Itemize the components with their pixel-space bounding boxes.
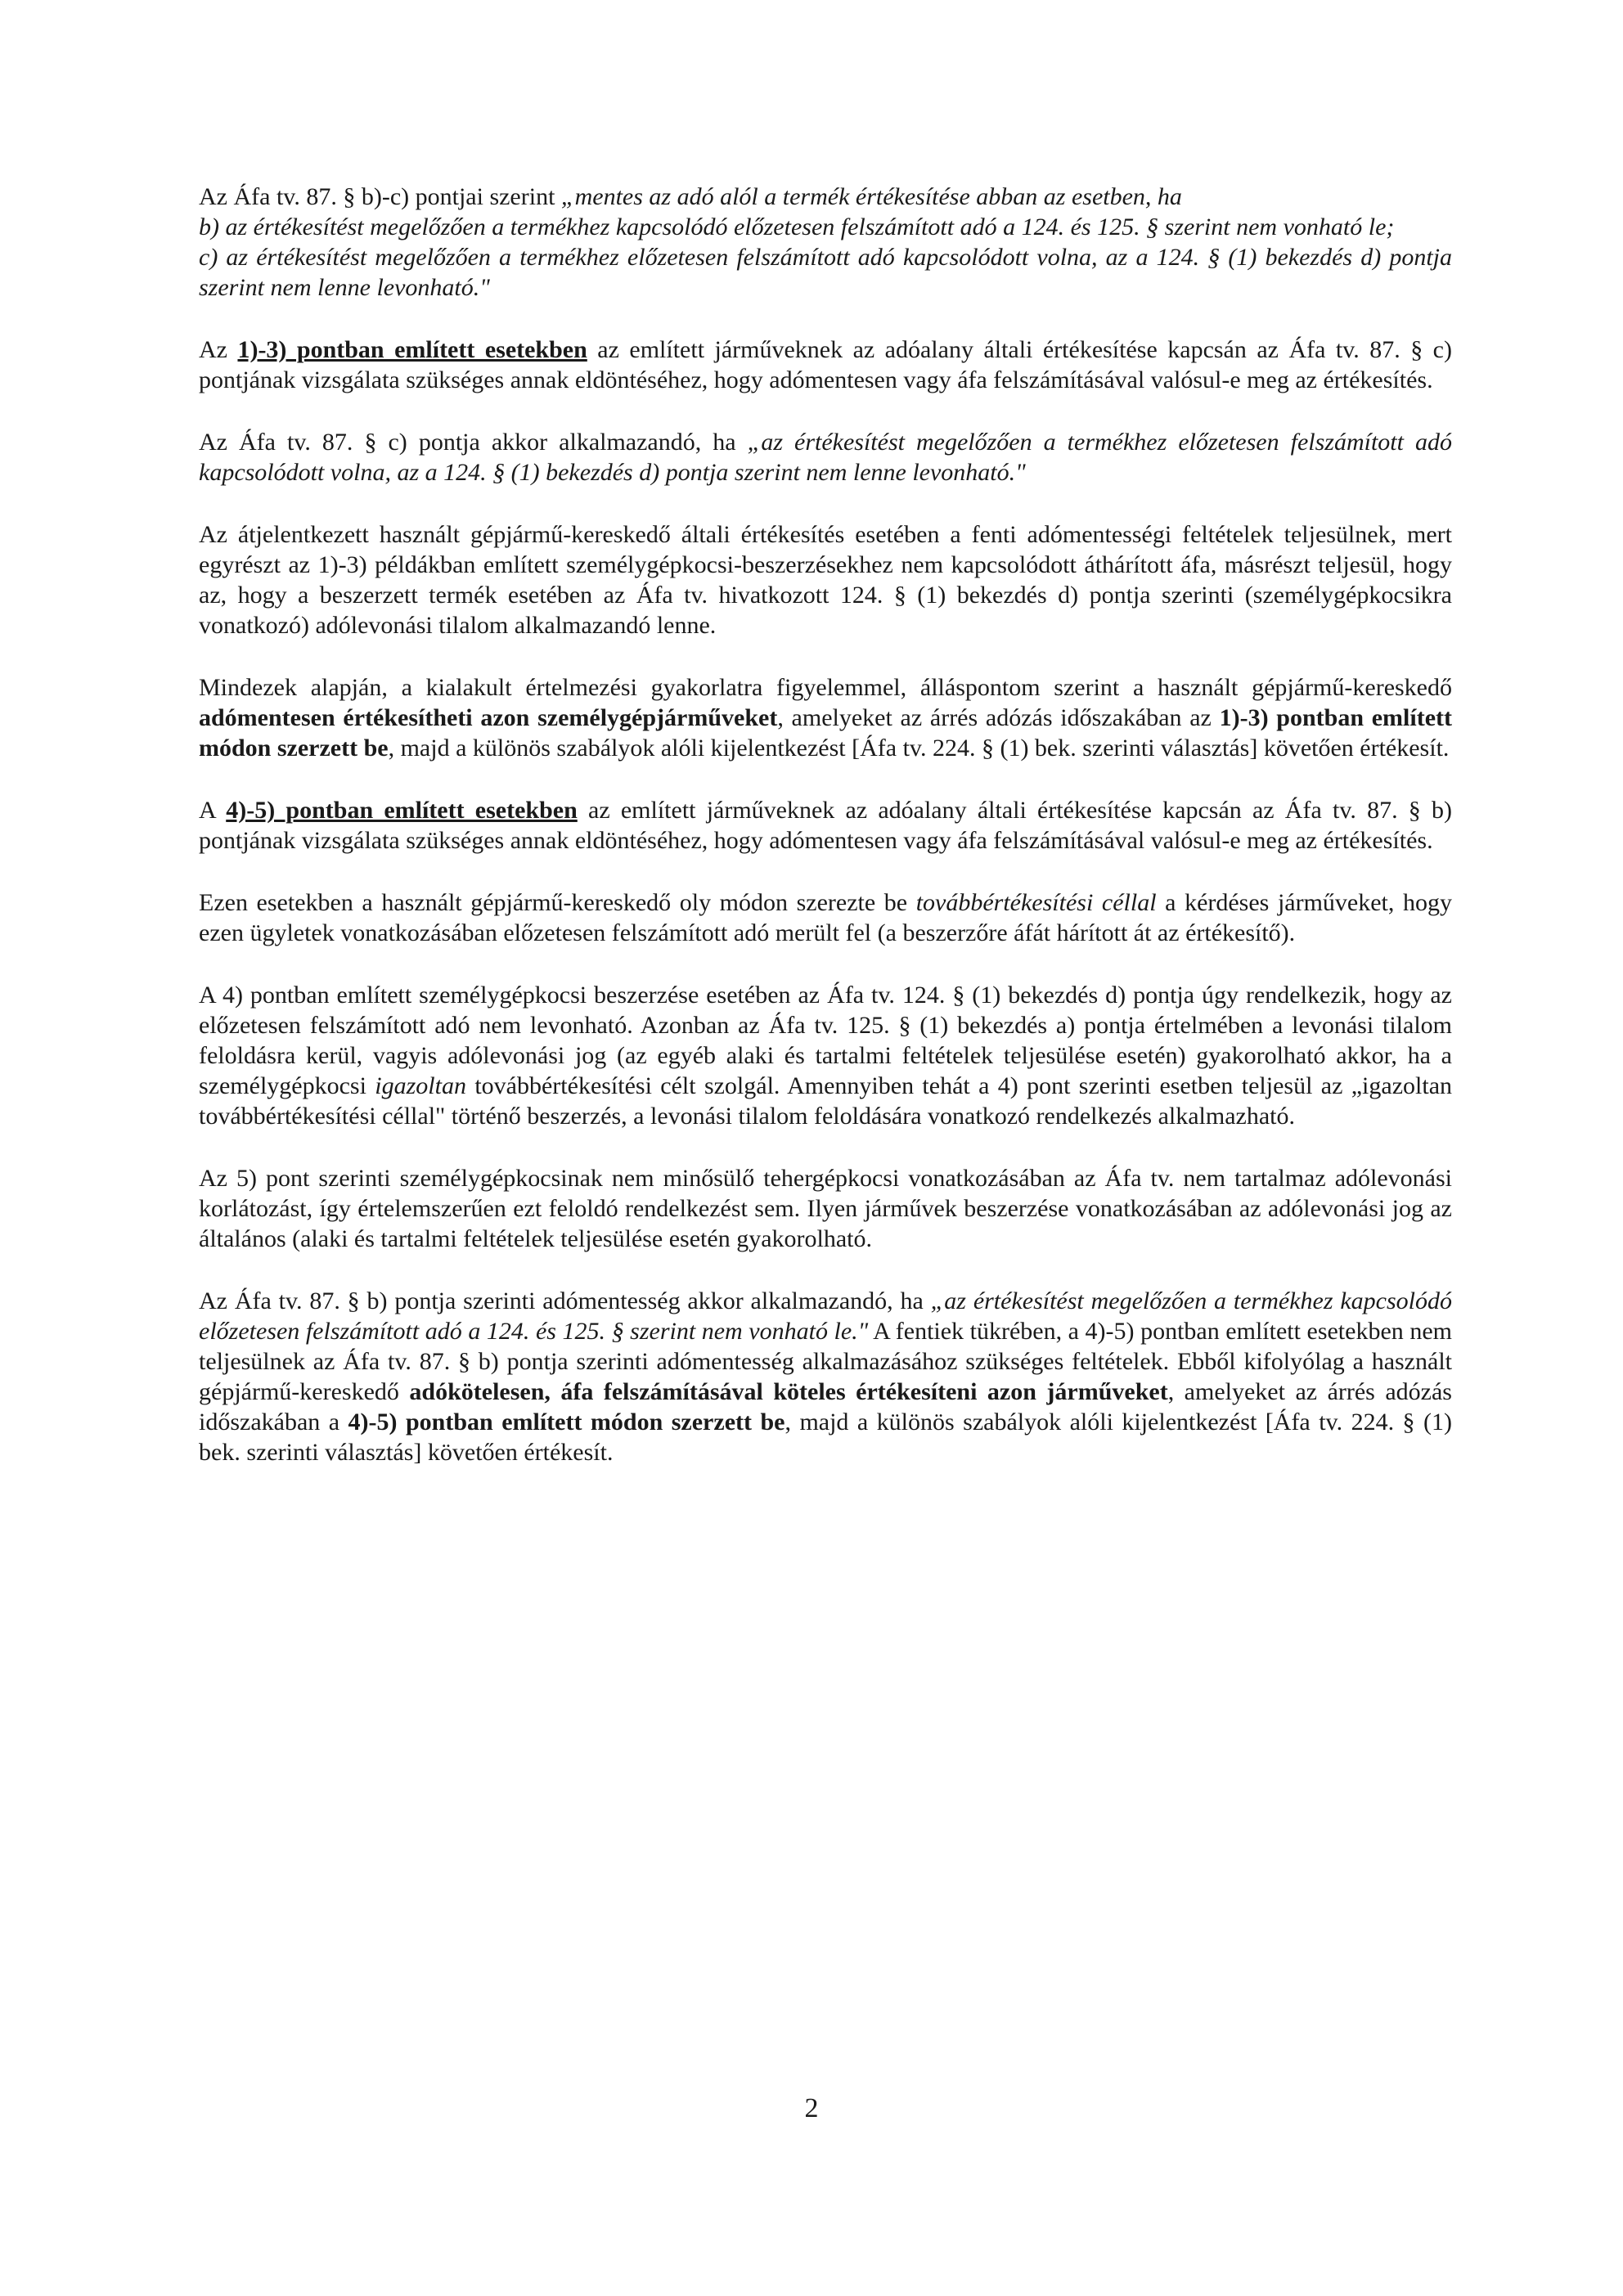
text-run: Az Áfa tv. 87. § c) pontja akkor alkalmazandó, ha — [199, 429, 748, 456]
italic-quote: c) az értékesítést megelőzően a termékhez előzetesen felszámított adó kapcsolódott volna, az a 124. § (1) bekezdés d) pontja szerint nem lenne levonható." — [199, 244, 1452, 301]
italic-quote: „az értékesítést megelőzően a termékhez előzetesen felszámított adó kapcsolódott volna, az a 124. § (1) bekezdés d) pontja szerint nem lenne levonható." — [199, 429, 1453, 486]
text-run: az említett járműveknek az adóalany általi értékesítése kapcsán az Áfa tv. 87. § b) pontjának vizsgálata szükséges annak eldöntéséhez, hogy adómentesen vagy áfa felszámításával valósul-e meg az értékesítés. — [199, 797, 1452, 854]
text-run: Ezen esetekben a használt gépjármű-kereskedő oly módon szerezte be — [199, 889, 916, 916]
italic-quote: „az értékesítést megelőzően a termékhez kapcsolódó előzetesen felszámított adó a 124. és 125. § szerint nem vonható le." — [199, 1287, 1452, 1345]
italic-text: igazoltan — [375, 1072, 466, 1099]
paragraph-resale-purpose — [199, 887, 1452, 948]
paragraph-cases-1-3 — [199, 335, 1452, 395]
bold-text: 4)-5) pontban említett módon szerzett be — [348, 1409, 785, 1436]
quote-intro-line — [199, 182, 1452, 212]
quote-point-c — [199, 242, 1452, 303]
text-run: a kérdéses járműveket, hogy ezen ügyletek vonatkozásában előzetesen felszámított adó merült fel (a beszerzőre áfát hárított át az értékesítő). — [199, 889, 1452, 946]
text-run: az említett járműveknek az adóalany általi értékesítése kapcsán az Áfa tv. 87. § c) pontjának vizsgálata szükséges annak eldöntéséhez, hogy adómentesen vagy áfa felszámításával valósul-e meg az értékesítés. — [199, 336, 1452, 393]
paragraph-cases-4-5 — [199, 795, 1452, 856]
text-run: továbbértékesítési célt szolgál. Amennyiben tehát a 4) pont szerinti esetben teljesül az „igazoltan továbbértékesítési céllal" történő beszerzés, a levonási tilalom feloldására vonatkozó rendelkezés alkalmazható. — [199, 1072, 1453, 1130]
italic-quote: „mentes az adó alól a termék értékesítése abban az esetben, ha — [560, 183, 1182, 210]
bold-text: adómentesen értékesítheti azon személygépjárműveket — [199, 704, 778, 731]
underlined-bold-text: 4)-5) pontban említett esetekben — [226, 797, 578, 824]
text-run: Az Áfa tv. 87. § b) pontja szerinti adómentesség akkor alkalmazandó, ha — [199, 1287, 931, 1314]
underlined-bold-text: 1)-3) pontban említett esetekben — [237, 336, 587, 363]
text-run: Mindezek alapján, a kialakult értelmezési gyakorlatra figyelemmel, álláspontom szerint a használt gépjármű-kereskedő — [199, 674, 1452, 701]
paragraph-conclusion-4-5 — [199, 1286, 1452, 1467]
text-run: , majd a különös szabályok alóli kijelentkezést [Áfa tv. 224. § (1) bek. szerinti választás] követően értékesít. — [388, 735, 1450, 762]
text-run: A fentiek tükrében, a 4)-5) pontban említett esetekben nem teljesülnek az Áfa tv. 87. § b) pontja szerinti adómentesség alkalmazásához szükséges feltételek. Ebből kifolyólag a használt gépjármű-kereskedő — [199, 1318, 1452, 1405]
bold-text: 1)-3) pontban említett módon szerzett be — [199, 704, 1452, 762]
text-run: A — [199, 797, 227, 824]
text-run: , majd a különös szabályok alóli kijelentkezést [Áfa tv. 224. § (1) bek. szerinti választás] követően értékesít. — [199, 1409, 1453, 1466]
text-run: , amelyeket az árrés adózás időszakában a — [199, 1378, 1452, 1436]
page-number: 2 — [804, 2093, 819, 2123]
document-body — [199, 182, 1452, 1499]
text-run: Az átjelentkezett használt gépjármű-kereskedő általi értékesítés esetében a fenti adómentességi feltételek teljesülnek, mert egyrészt az 1)-3) példákban említett személygépkocsi-beszerzésekhez nem kapcsolódott áthárított áfa, másrészt teljesül, hogy az, hogy a beszerzett termék esetében az Áfa tv. hivatkozott 124. § (1) bekezdés d) pontja szerinti (személygépkocsikra vonatkozó) adólevonási tilalom alkalmazandó lenne. — [199, 521, 1452, 639]
text-run: A 4) pontban említett személygépkocsi beszerzése esetében az Áfa tv. 124. § (1) bekezdés d) pontja úgy rendelkezik, hogy az előzetesen felszámított adó nem levonható. Azonban az Áfa tv. 125. § (1) bekezdés a) pontja értelmében a levonási tilalom feloldásra kerül, vagyis adólevonási jog (az egyéb alaki és tartalmi feltételek teljesülése esetén) gyakorolható akkor, ha a személygépkocsi — [199, 982, 1452, 1099]
bold-text: adókötelesen, áfa felszámításával köteles értékesíteni azon járműveket — [409, 1378, 1168, 1405]
text-run: Az 5) pont szerinti személygépkocsinak nem minősülő tehergépkocsi vonatkozásában az Áfa tv. nem tartalmaz adólevonási korlátozást, így értelemszerűen ezt feloldó rendelkezést sem. Ilyen járművek beszerzése vonatkozásában az adólevonási jog az általános (alaki és tartalmi feltételek teljesülése esetén gyakorolható. — [199, 1165, 1452, 1252]
quote-point-b — [199, 212, 1452, 242]
paragraph-conclusion-1-3 — [199, 672, 1452, 763]
italic-text: továbbértékesítési céllal — [915, 889, 1157, 916]
text-run: , amelyeket az árrés adózás időszakában az — [777, 704, 1220, 731]
text-run: Az Áfa tv. 87. § b)-c) pontjai szerint — [199, 183, 561, 210]
paragraph-point-5 — [199, 1163, 1452, 1254]
paragraph-legal-quote — [199, 182, 1452, 303]
paragraph-87c — [199, 427, 1452, 488]
paragraph-point-4 — [199, 980, 1452, 1131]
italic-quote: b) az értékesítést megelőzően a termékhez kapcsolódó előzetesen felszámított adó a 124. és 125. § szerint nem vonható le; — [199, 213, 1395, 240]
text-run: Az — [199, 336, 238, 363]
paragraph-conditions-met — [199, 519, 1452, 640]
